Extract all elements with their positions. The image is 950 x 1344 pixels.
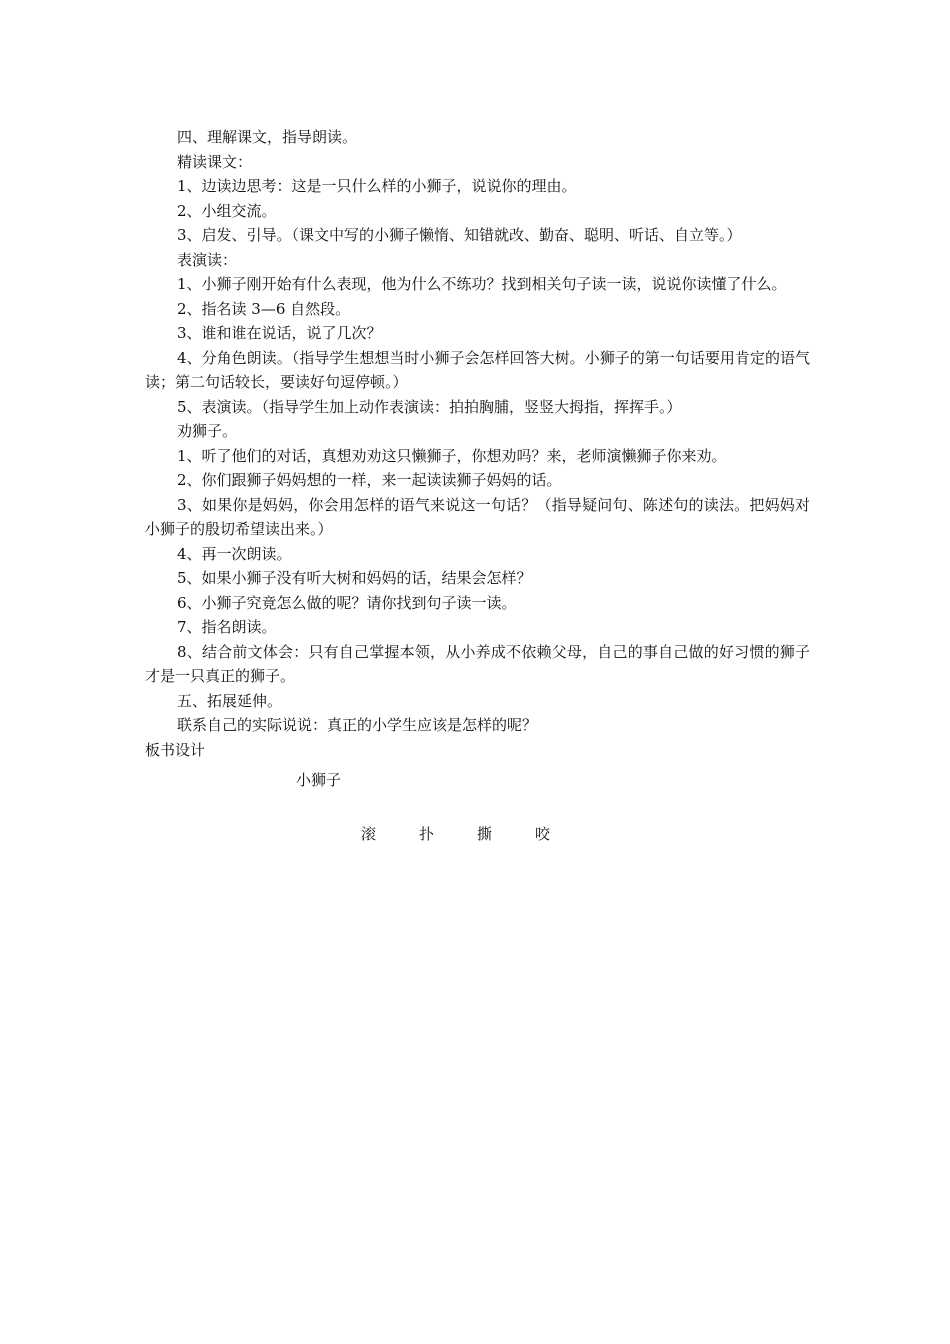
list-item: 1、边读边思考：这是一只什么样的小狮子，说说你的理由。 [177, 177, 577, 195]
list-item: 7、指名朗读。 [177, 618, 277, 636]
list-item: 3、谁和谁在说话，说了几次？ [177, 324, 382, 342]
board-word: 滚 [361, 824, 377, 843]
list-item: 4、分角色朗读。（指导学生想想当时小狮子会怎样回答大树。小狮子的第一句话要用肯定的语气读；第二句话较长，要读好句逗停顿。） [145, 348, 810, 391]
list-item: 6、小狮子究竟怎么做的呢？请你找到句子读一读。 [177, 593, 517, 612]
subheading-persuade-lion: 劝狮子。 [177, 422, 238, 440]
list-item: 3、如果你是妈妈，你会用怎样的语气来说这一句话？（指导疑问句、陈述句的读法。把妈妈对小狮子的殷切希望读出来。） [145, 495, 810, 538]
list-item: 4、再一次朗读。 [177, 544, 292, 563]
list-item: 2、你们跟狮子妈妈想的一样，来一起读读狮子妈妈的话。 [177, 471, 562, 489]
list-item: 5、表演读。（指导学生加上动作表演读：拍拍胸脯，竖竖大拇指，挥挥手。） [177, 397, 682, 416]
list-item: 3、启发、引导。（课文中写的小狮子懒惰、知错就改、勤奋、聪明、听话、自立等。） [177, 226, 742, 244]
board-title: 小狮子 [296, 771, 342, 789]
list-item: 8、结合前文体会：只有自己掌握本领，从小养成不依赖父母，自己的事自己做的好习惯的狮子才是一只真正的狮子。 [145, 642, 810, 685]
list-item: 2、小组交流。 [177, 201, 277, 220]
subheading-close-reading: 精读课文： [177, 152, 253, 171]
board-word: 撕 [477, 824, 493, 843]
list-item: 2、指名读 3—6 自然段。 [177, 299, 351, 318]
section-heading-understand: 四、理解课文，指导朗读。 [177, 128, 358, 146]
board-design-heading: 板书设计 [145, 740, 206, 759]
extension-text: 联系自己的实际说说：真正的小学生应该是怎样的呢？ [177, 716, 538, 734]
document-body [145, 125, 810, 846]
board-word: 扑 [419, 824, 435, 843]
board-words [145, 822, 810, 847]
board-word: 咬 [535, 824, 551, 843]
list-item: 5、如果小狮子没有听大树和妈妈的话，结果会怎样？ [177, 569, 532, 587]
list-item: 1、听了他们的对话，真想劝劝这只懒狮子，你想劝吗？来，老师演懒狮子你来劝。 [177, 446, 727, 465]
subheading-performance-reading: 表演读： [177, 250, 238, 269]
list-item: 1、小狮子刚开始有什么表现，他为什么不练功？找到相关句子读一读，说说你读懂了什么。 [177, 275, 787, 293]
section-heading-extension: 五、拓展延伸。 [177, 691, 283, 710]
